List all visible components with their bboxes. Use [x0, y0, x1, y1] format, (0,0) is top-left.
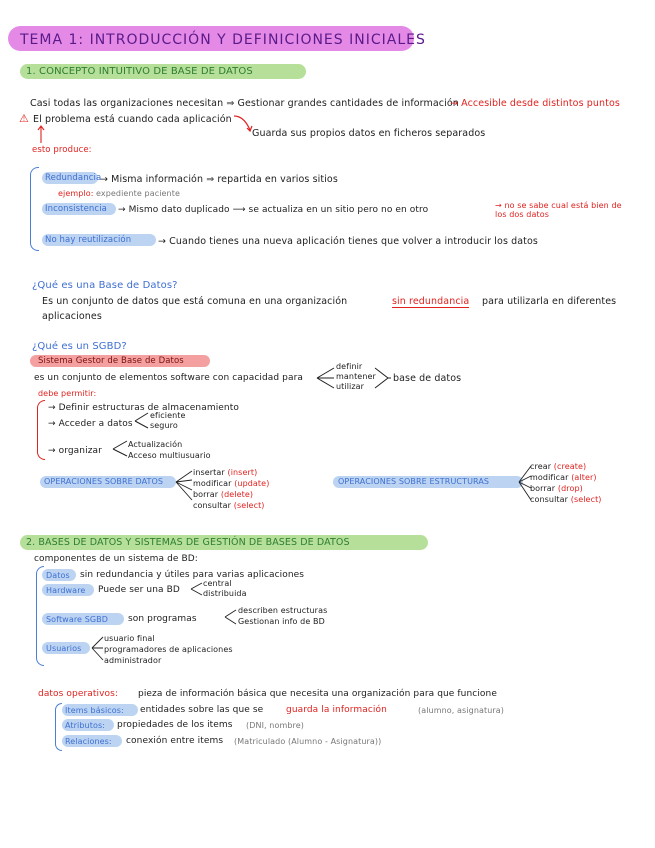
op-estr-2-cmd: (alter): [571, 473, 597, 482]
usuario-programadores: programadores de aplicaciones: [104, 645, 233, 654]
items-text: entidades sobre las que se: [140, 705, 264, 715]
organizar-actualizacion: Actualización: [128, 440, 183, 449]
datos-op-label: datos operativos:: [38, 689, 119, 699]
items-red: guarda la información: [286, 705, 387, 715]
split-arrow-icon-2: [134, 410, 150, 432]
relaciones-label: Relaciones:: [65, 737, 112, 746]
op-datos-label: OPERACIONES SOBRE DATOS: [44, 477, 164, 486]
op-datos-3: [193, 490, 253, 499]
op-estr-4: [530, 495, 602, 504]
section1-heading: 1. CONCEPTO INTUITIVO DE BASE DE DATOS: [26, 66, 253, 77]
datos-op-brace: [55, 703, 62, 751]
verb-mantener: mantener: [336, 372, 376, 381]
permitir-item-3: → organizar: [48, 446, 102, 456]
split-arrow-icon-5: [224, 607, 238, 627]
componentes-label: componentes de un sistema de BD:: [34, 554, 198, 564]
datos-label: Datos: [46, 571, 70, 580]
op-estr-4-cmd: (select): [570, 495, 602, 504]
op-datos-4-verb: consultar: [193, 501, 232, 510]
software-sub-1: describen estructuras: [238, 606, 328, 615]
s1-line2: El problema está cuando cada aplicación: [33, 114, 232, 125]
split-arrow-icon-4: [190, 580, 204, 598]
q2-line: es un conjunto de elementos software con capacidad para: [34, 373, 304, 383]
datos-text: sin redundancia y útiles para varias aplicaciones: [80, 570, 305, 580]
op-estr-3-cmd: (drop): [557, 484, 583, 493]
q1-answer-red: sin redundancia: [392, 296, 470, 307]
software-label: Software SGBD: [46, 615, 109, 624]
up-arrow-icon: [36, 124, 46, 144]
q1-answer-b: para utilizarla en diferentes: [482, 296, 617, 307]
op-datos-1: [193, 468, 257, 477]
merge-arrow-icon: [374, 364, 392, 392]
op-estr-3: [530, 484, 583, 493]
q1-question: ¿Qué es una Base de Datos?: [32, 280, 178, 291]
s1-line2-b: Guarda sus propios datos en ficheros separados: [252, 128, 486, 139]
software-sub-2: Gestionan info de BD: [238, 617, 325, 626]
op-estr-label: OPERACIONES SOBRE ESTRUCTURAS: [338, 477, 490, 486]
op-estr-2-verb: modificar: [530, 473, 569, 482]
warning-icon: ⚠: [19, 112, 29, 125]
debe-brace: [37, 400, 45, 460]
permitir-item-2-text: Acceder a datos: [58, 419, 133, 429]
datos-op-text: pieza de información básica que necesita una organización para que funcione: [138, 689, 497, 699]
section2-heading: 2. BASES DE DATOS Y SISTEMAS DE GESTIÓN DE BASES DE DATOS: [26, 537, 350, 548]
hardware-central: central: [203, 579, 232, 588]
op-datos-2: [193, 479, 269, 488]
q2-subtitle: Sistema Gestor de Base de Datos: [38, 356, 184, 366]
acceder-seguro: seguro: [150, 421, 178, 430]
usuario-administrador: administrador: [104, 656, 162, 665]
s1-line1-accessible: → Accesible desde distintos puntos: [450, 98, 620, 109]
ejemplo-text: expediente paciente: [96, 189, 180, 198]
inconsistencia-red: → no se sabe cual está bien de los dos datos: [495, 201, 622, 219]
items-label: Items básicos:: [65, 706, 124, 715]
ejemplo-label: ejemplo:: [58, 189, 94, 198]
op-estr-4-verb: consultar: [530, 495, 569, 504]
inconsistencia-text: → Mismo dato duplicado ⟶ se actualiza en un sitio pero no en otro: [118, 205, 429, 215]
software-text: son programas: [128, 614, 197, 624]
atributos-label: Atributos:: [65, 721, 106, 730]
permitir-item-1-text: Definir estructuras de almacenamiento: [58, 403, 239, 413]
op-datos-2-verb: modificar: [193, 479, 232, 488]
relaciones-grey: (Matriculado (Alumno - Asignatura)): [234, 737, 382, 746]
op-datos-1-cmd: (insert): [227, 468, 258, 477]
hardware-distribuida: distribuida: [203, 589, 247, 598]
op-estr-1: [530, 462, 586, 471]
op-estr-2: [530, 473, 597, 482]
permitir-item-3-text: organizar: [58, 446, 102, 456]
split-arrow-icon-6: [91, 634, 105, 664]
esto-produce-label: esto produce:: [32, 145, 92, 155]
redundancia-text: → Misma información ⇒ repartida en varios sitios: [100, 174, 338, 185]
no-reutil-text: → Cuando tienes una nueva aplicación tienes que volver a introducir los datos: [158, 236, 538, 247]
usuario-final: usuario final: [104, 634, 155, 643]
q2-question: ¿Qué es un SGBD?: [32, 341, 127, 352]
page-title: TEMA 1: INTRODUCCIÓN Y DEFINICIONES INICIALES: [20, 32, 426, 48]
op-datos-arrows-icon: [175, 468, 195, 508]
verb-definir: definir: [336, 362, 363, 371]
debe-permitir: debe permitir:: [38, 389, 97, 398]
hardware-text: Puede ser una BD: [98, 585, 180, 595]
op-estr-3-verb: borrar: [530, 484, 556, 493]
split-arrow-icon: [316, 364, 338, 392]
redundancia-label: Redundancia: [45, 173, 102, 183]
s1-line1: Casi todas las organizaciones necesitan ⇒ Gestionar grandes cantidades de información: [30, 98, 459, 109]
verb-utilizar: utilizar: [336, 382, 365, 391]
relaciones-text: conexión entre items: [126, 736, 224, 746]
q2-target: base de datos: [393, 373, 462, 384]
q1-answer-c: aplicaciones: [42, 311, 102, 322]
op-estr-1-verb: crear: [530, 462, 552, 471]
inconsistencia-label: Inconsistencia: [45, 204, 107, 214]
op-datos-1-verb: insertar: [193, 468, 225, 477]
atributos-text: propiedades de los items: [117, 720, 233, 730]
organizar-acceso: Acceso multiusuario: [128, 451, 211, 460]
problems-brace: [30, 167, 39, 251]
no-reutil-label: No hay reutilización: [45, 235, 132, 245]
hardware-label: Hardware: [46, 586, 86, 595]
op-datos-4: [193, 501, 265, 510]
permitir-item-1: → Definir estructuras de almacenamiento: [48, 403, 239, 413]
op-datos-3-cmd: (delete): [220, 490, 254, 499]
op-datos-4-cmd: (select): [233, 501, 265, 510]
permitir-item-2: → Acceder a datos: [48, 419, 133, 429]
items-grey: (alumno, asignatura): [418, 706, 505, 715]
acceder-eficiente: eficiente: [150, 411, 186, 420]
atributos-grey: (DNI, nombre): [246, 721, 305, 730]
q1-answer-a: Es un conjunto de datos que está comuna en una organización: [42, 296, 348, 307]
usuarios-label: Usuarios: [46, 644, 82, 653]
op-datos-2-cmd: (update): [234, 479, 270, 488]
op-datos-3-verb: borrar: [193, 490, 219, 499]
op-estr-1-cmd: (create): [553, 462, 587, 471]
